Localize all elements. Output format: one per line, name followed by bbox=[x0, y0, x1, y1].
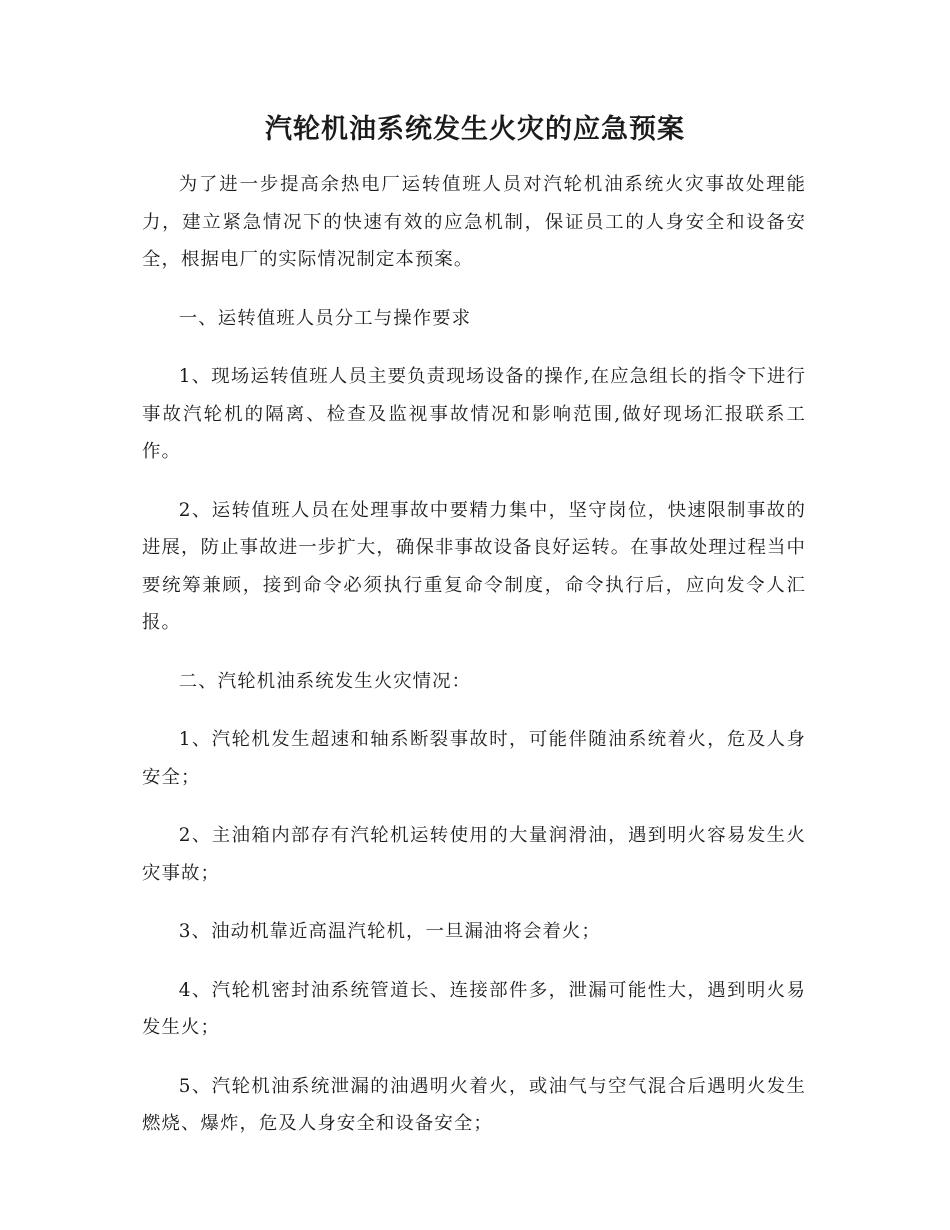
paragraph: 4、汽轮机密封油系统管道长、连接部件多，泄漏可能性大，遇到明火易发生火； bbox=[142, 979, 806, 1038]
paragraph: 5、汽轮机油系统泄漏的油遇明火着火，或油气与空气混合后遇明火发生燃烧、爆炸，危及人身安全和设备安全； bbox=[142, 1075, 806, 1134]
section-heading-2: 二、汽轮机油系统发生火灾情况： bbox=[178, 670, 472, 692]
intro-paragraph: 为了进一步提高余热电厂运转值班人员对汽轮机油系统火灾事故处理能力，建立紧急情况下的快速有效的应急机制，保证员工的人身安全和设备安全，根据电厂的实际情况制定本预案。 bbox=[142, 174, 806, 270]
section-heading-1: 一、运转值班人员分工与操作要求 bbox=[178, 307, 472, 329]
document-title: 汽轮机油系统发生火灾的应急预案 bbox=[265, 114, 685, 145]
document-body bbox=[142, 166, 806, 1164]
paragraph: 1、汽轮机发生超速和轴系断裂事故时，可能伴随油系统着火，危及人身安全； bbox=[142, 729, 806, 788]
paragraph: 2、运转值班人员在处理事故中要精力集中，坚守岗位，快速限制事故的进展，防止事故进一步扩大，确保非事故设备良好运转。在事故处理过程当中要统筹兼顾，接到命令必须执行重复命令制度，命令执行后，应向发令人汇报。 bbox=[142, 499, 806, 633]
paragraph: 3、油动机靠近高温汽轮机，一旦漏油将会着火； bbox=[178, 921, 601, 942]
paragraph: 2、主油箱内部存有汽轮机运转使用的大量润滑油，遇到明火容易发生火灾事故； bbox=[142, 825, 806, 884]
paragraph: 1、现场运转值班人员主要负责现场设备的操作,在应急组长的指令下进行事故汽轮机的隔离、检查及监视事故情况和影响范围,做好现场汇报联系工作。 bbox=[142, 366, 806, 462]
